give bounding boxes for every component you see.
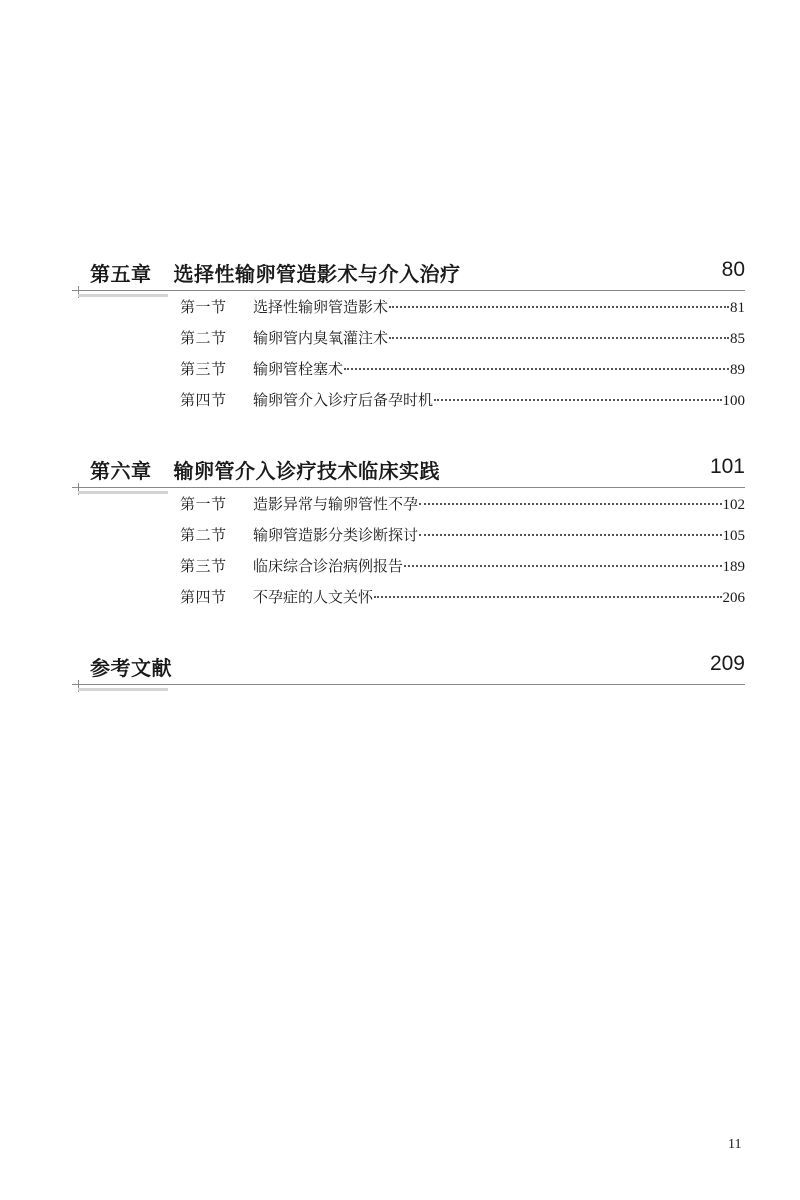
section-entry	[180, 524, 745, 555]
section-list	[180, 493, 745, 617]
section-title: 临床综合诊治病例报告	[253, 557, 404, 575]
section-number: 第二节	[180, 526, 227, 544]
chapter-heading	[0, 258, 800, 292]
chapter-page-number: 101	[709, 455, 745, 478]
section-entry	[180, 296, 745, 327]
dot-leader	[344, 368, 729, 370]
chapter-page-number: 209	[709, 652, 745, 675]
section-number: 第二节	[180, 329, 227, 347]
chapter-rule	[72, 684, 745, 694]
chapter-5	[0, 258, 800, 409]
section-title: 输卵管内臭氧灌注术	[253, 329, 389, 347]
section-page-number: 81	[730, 300, 745, 316]
dot-leader	[374, 596, 721, 598]
section-page-number: 100	[722, 393, 745, 409]
chapter-6	[0, 455, 800, 606]
section-entry	[180, 493, 745, 524]
section-number: 第四节	[180, 588, 227, 606]
dot-leader	[389, 306, 729, 308]
section-number: 第四节	[180, 391, 227, 409]
dot-leader	[404, 565, 721, 567]
chapter-number: 第五章	[90, 262, 152, 286]
dot-leader	[419, 503, 721, 505]
section-title: 不孕症的人文关怀	[253, 588, 374, 606]
section-number: 第三节	[180, 557, 227, 575]
dot-leader	[434, 399, 721, 401]
section-page-number: 85	[730, 331, 745, 347]
section-page-number: 105	[722, 528, 745, 544]
section-entry	[180, 586, 745, 617]
section-page-number: 102	[722, 497, 745, 513]
section-number: 第一节	[180, 298, 227, 316]
section-number: 第一节	[180, 495, 227, 513]
chapter-page-number: 80	[721, 258, 745, 281]
section-list	[180, 296, 745, 420]
chapter-title	[90, 652, 172, 681]
chapter-title	[90, 258, 461, 287]
section-entry	[180, 358, 745, 389]
section-title: 造影异常与输卵管性不孕	[253, 495, 419, 513]
dot-leader	[389, 337, 729, 339]
page-number: 11	[728, 1137, 742, 1152]
section-number: 第三节	[180, 360, 227, 378]
dot-leader	[419, 534, 721, 536]
section-title: 输卵管介入诊疗后备孕时机	[253, 391, 434, 409]
section-page-number: 89	[730, 362, 745, 378]
section-entry	[180, 555, 745, 586]
section-page-number: 189	[722, 559, 745, 575]
chapter-name: 参考文献	[90, 656, 172, 680]
section-title: 输卵管造影分类诊断探讨	[253, 526, 419, 544]
section-title: 输卵管栓塞术	[253, 360, 344, 378]
section-page-number: 206	[722, 590, 745, 606]
chapter-name: 输卵管介入诊疗技术临床实践	[173, 459, 440, 483]
chapter-number: 第六章	[90, 459, 152, 483]
section-entry	[180, 389, 745, 420]
chapter-heading	[0, 652, 800, 686]
references-heading	[0, 652, 800, 686]
chapter-title	[90, 455, 440, 484]
section-entry	[180, 327, 745, 358]
section-title: 选择性输卵管造影术	[253, 298, 389, 316]
chapter-heading	[0, 455, 800, 489]
chapter-name: 选择性输卵管造影术与介入治疗	[173, 262, 461, 286]
